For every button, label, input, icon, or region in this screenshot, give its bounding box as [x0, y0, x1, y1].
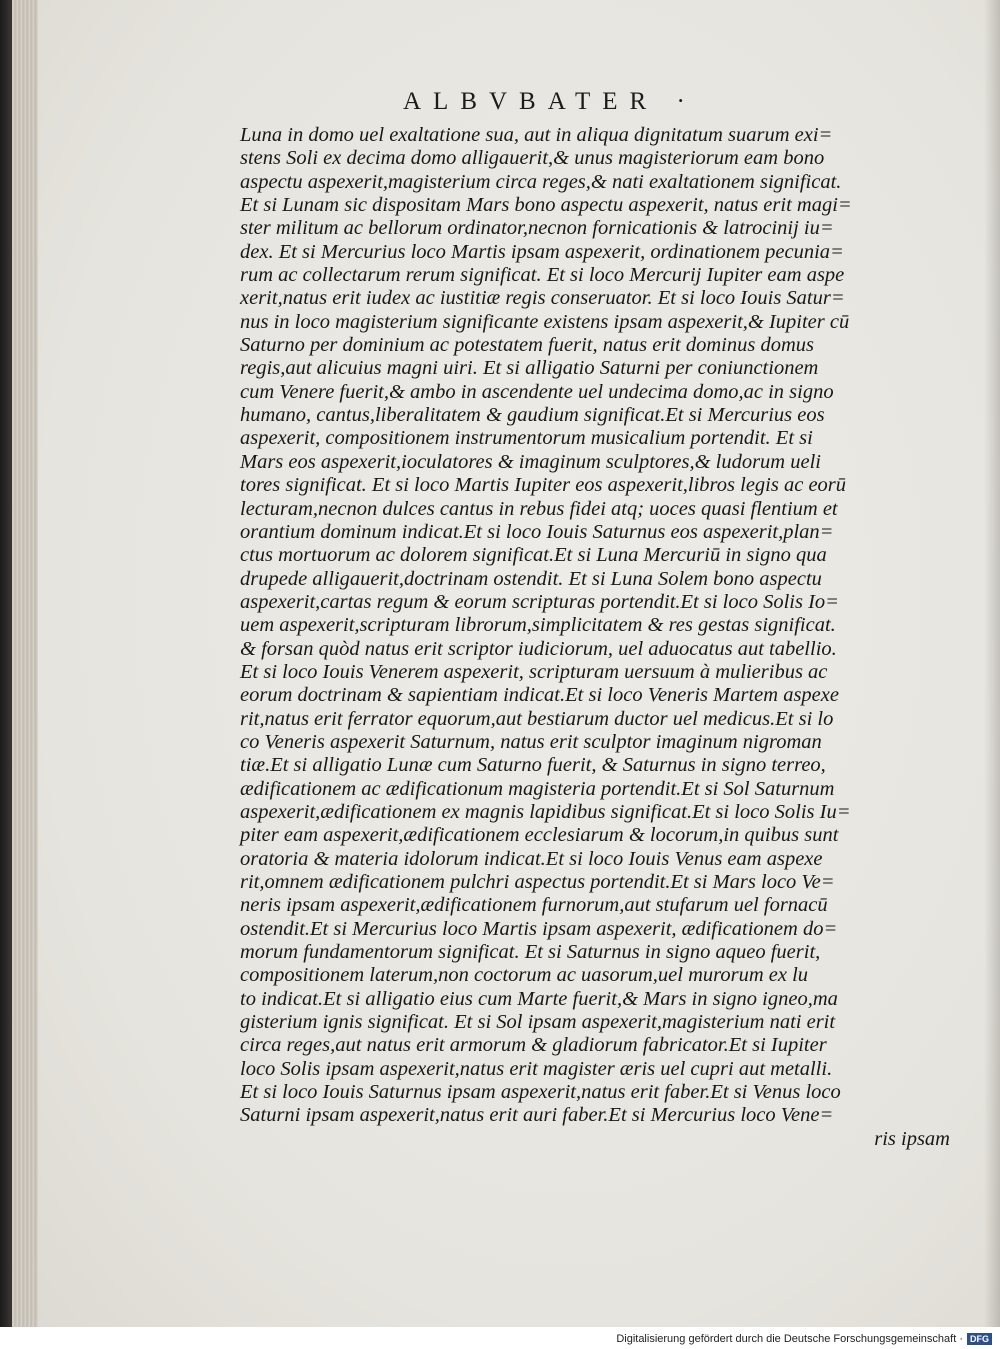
- text-line: Saturno per dominium ac potestatem fuerit, natus erit dominus domus: [240, 334, 814, 357]
- text-line: ctus mortuorum ac dolorem significat.Et si Luna Mercuriū in signo qua: [240, 544, 827, 567]
- text-line: Mars eos aspexerit,ioculatores & imaginum sculptores,& ludorum ueli: [240, 450, 821, 473]
- text-line: tiæ.Et si alligatio Lunæ cum Saturno fuerit, & Saturnus in signo terreo,: [240, 754, 826, 777]
- text-line: loco Solis ipsam aspexerit,natus erit magister æris uel cupri aut metalli.: [240, 1057, 833, 1080]
- text-line: aspexerit,ædificationem ex magnis lapidibus significat.Et si loco Solis Iu=: [240, 800, 851, 823]
- book-binding: [0, 0, 12, 1327]
- text-line: Saturni ipsam aspexerit,natus erit auri faber.Et si Mercurius loco Vene=: [240, 1104, 834, 1127]
- text-line: & forsan quòd natus erit scriptor iudiciorum, uel aduocatus aut tabellio.: [240, 637, 837, 660]
- text-line: xerit,natus erit iudex ac iustitiæ regis conseruator. Et si loco Iouis Satur=: [240, 287, 845, 310]
- text-line: Et si Lunam sic dispositam Mars bono aspectu aspexerit, natus erit magi=: [240, 194, 852, 217]
- text-line: Et si loco Iouis Saturnus ipsam aspexerit,natus erit faber.Et si Venus loco: [240, 1081, 841, 1104]
- text-line: nus in loco magisterium significante existens ipsam aspexerit,& Iupiter cū: [240, 310, 850, 333]
- text-line: ster militum ac bellorum ordinator,necnon fornicationis & latrocinij iu=: [240, 217, 834, 240]
- text-line: orantium dominum indicat.Et si loco Iouis Saturnus eos aspexerit,plan=: [240, 520, 834, 543]
- footer-credit-text: Digitalisierung gefördert durch die Deutsche Forschungsgemeinschaft ·: [616, 1333, 963, 1345]
- text-line: tores significat. Et si loco Martis Iupiter eos aspexerit,libros legis ac eorū: [240, 474, 847, 497]
- text-line: lecturam,necnon dulces cantus in rebus fidei atq; uoces quasi flentium et: [240, 497, 838, 520]
- text-line: Luna in domo uel exaltatione sua, aut in aliqua dignitatum suarum exi=: [240, 124, 833, 146]
- dfg-logo: DFG: [967, 1333, 992, 1345]
- text-line: rit,omnem ædificationem pulchri aspectus portendit.Et si Mars loco Ve=: [240, 871, 835, 893]
- text-line: neris ipsam aspexerit,ædificationem furnorum,aut stufarum uel fornacū: [240, 894, 828, 917]
- page-edges: [12, 0, 38, 1327]
- text-line: regis,aut alicuius magni uiri. Et si alligatio Saturni per coniunctionem: [240, 357, 819, 380]
- running-head: [403, 88, 697, 116]
- text-line: morum fundamentorum significat. Et si Saturnus in signo aqueo fuerit,: [240, 941, 821, 964]
- text-line: to indicat.Et si alligatio eius cum Marte fuerit,& Mars in signo igneo,ma: [240, 987, 838, 1010]
- text-line: ris ipsam: [874, 1127, 950, 1150]
- text-line: Et si loco Iouis Venerem aspexerit, scripturam uersuum à mulieribus ac: [240, 660, 828, 683]
- body-text: [240, 124, 960, 1151]
- running-head-title: ALBVBATER: [403, 88, 659, 115]
- text-line: cum Venere fuerit,& ambo in ascendente uel undecima domo,ac in signo: [240, 380, 834, 403]
- text-line: eorum doctrinam & sapientiam indicat.Et si loco Veneris Martem aspexe: [240, 684, 839, 707]
- text-line: co Veneris aspexerit Saturnum, natus erit sculptor imaginum nigroman: [240, 730, 822, 753]
- running-head-mark: ·: [676, 88, 697, 115]
- footer-credit: [616, 1333, 992, 1345]
- text-line: ostendit.Et si Mercurius loco Martis ipsam aspexerit, ædificationem do=: [240, 917, 838, 940]
- text-line: compositionem laterum,non coctorum ac uasorum,uel murorum ex lu: [240, 964, 809, 987]
- text-line: dex. Et si Mercurius loco Martis ipsam aspexerit, ordinationem pecunia=: [240, 240, 844, 263]
- text-line: humano, cantus,liberalitatem & gaudium significat.Et si Mercurius eos: [240, 404, 825, 427]
- text-line: ædificationem ac ædificationum magisteria portendit.Et si Sol Saturnum: [240, 777, 835, 800]
- text-line: gisterium ignis significat. Et si Sol ipsam aspexerit,magisterium nati erit: [240, 1011, 836, 1034]
- text-line: aspectu aspexerit,magisterium circa reges,& nati exaltationem significat.: [240, 170, 842, 193]
- text-line: stens Soli ex decima domo alligauerit,& unus magisteriorum eam bono: [240, 147, 825, 170]
- text-line: uem aspexerit,scripturam librorum,simplicitatem & res gestas significat.: [240, 614, 836, 637]
- text-line: aspexerit, compositionem instrumentorum musicalium portendit. Et si: [240, 427, 813, 450]
- text-line: rit,natus erit ferrator equorum,aut bestiarum ductor uel medicus.Et si lo: [240, 707, 834, 730]
- text-line: rum ac collectarum rerum significat. Et si loco Mercurij Iupiter eam aspe: [240, 264, 845, 287]
- text-line: drupede alligauerit,doctrinam ostendit. Et si Luna Solem bono aspectu: [240, 567, 822, 590]
- text-line: circa reges,aut natus erit armorum & gladiorum fabricator.Et si Iupiter: [240, 1034, 827, 1057]
- text-line: aspexerit,cartas regum & eorum scripturas portendit.Et si loco Solis Io=: [240, 590, 839, 613]
- text-line: oratoria & materia idolorum indicat.Et si loco Iouis Venus eam aspexe: [240, 847, 823, 870]
- text-line: piter eam aspexerit,ædificationem ecclesiarum & locorum,in quibus sunt: [240, 824, 839, 847]
